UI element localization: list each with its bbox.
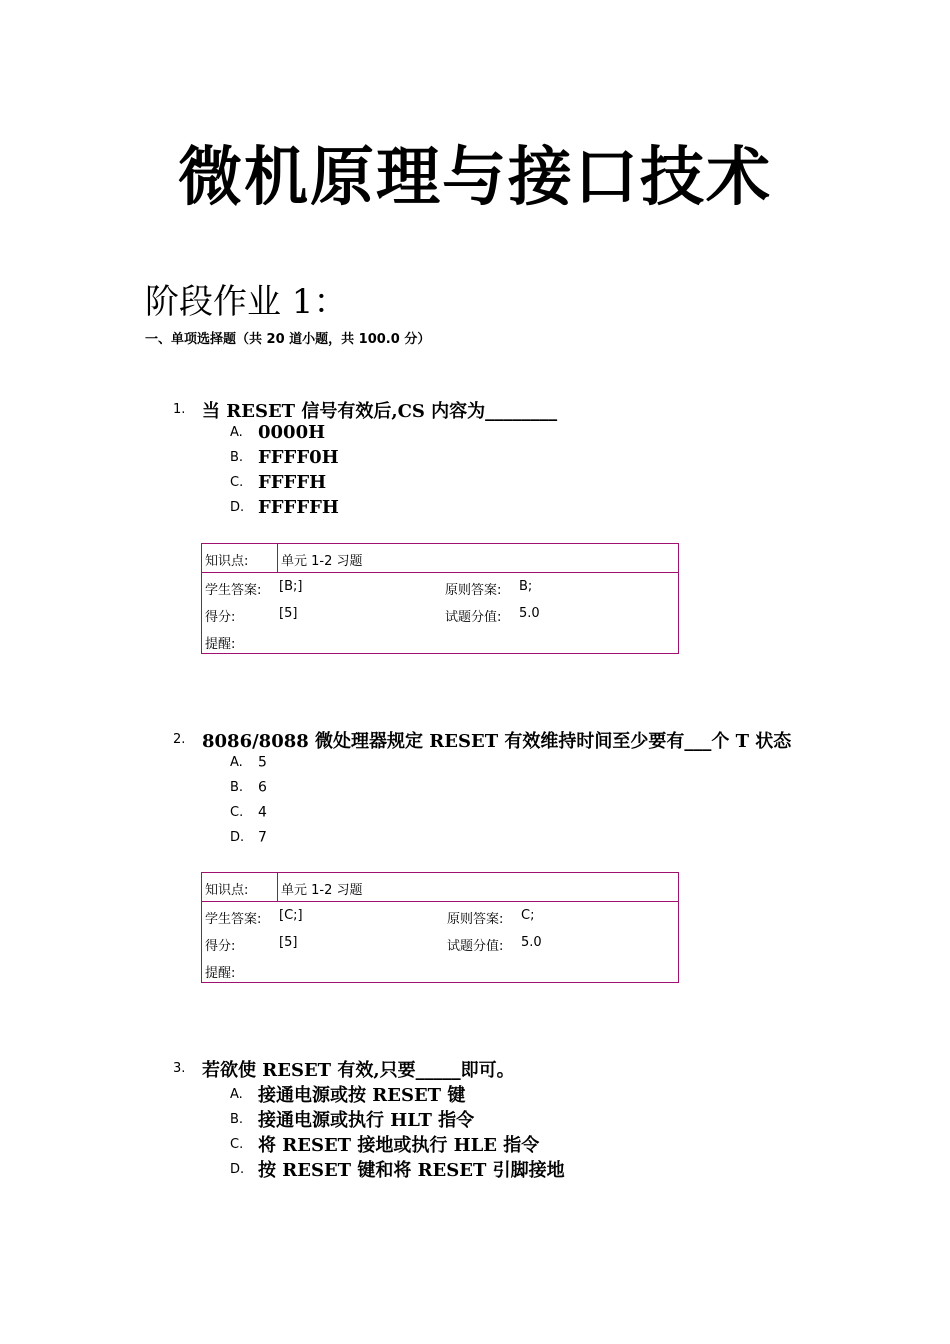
student-answer-value: [C;] xyxy=(279,908,303,923)
option-text: FFFFFH xyxy=(258,497,339,518)
score-value: [5] xyxy=(279,606,298,621)
option-a xyxy=(230,752,267,771)
score-label: 得分: xyxy=(205,939,236,954)
option-letter: B. xyxy=(230,450,244,465)
answer-info-box-1 xyxy=(201,543,679,654)
option-b xyxy=(230,1106,474,1132)
question-value-label: 试题分值: xyxy=(445,610,502,625)
question-value-value: 5.0 xyxy=(521,935,542,950)
standard-answer-value: C; xyxy=(521,908,535,923)
option-b xyxy=(230,447,339,468)
option-text: 0000H xyxy=(258,422,326,443)
option-c xyxy=(230,472,326,493)
option-c xyxy=(230,802,267,821)
option-letter: B. xyxy=(230,1111,244,1127)
reminder-label: 提醒: xyxy=(205,966,236,981)
knowledge-value: 单元 1-2 习题 xyxy=(281,554,363,569)
option-letter: A. xyxy=(230,755,243,770)
option-letter: B. xyxy=(230,780,244,795)
option-text: FFFF0H xyxy=(258,447,339,468)
option-letter: D. xyxy=(230,830,245,845)
question-number: 1. xyxy=(173,402,186,417)
question-text: 8086/8088 微处理器规定 RESET 有效维持时间至少要有___个 T 状态 xyxy=(202,731,792,752)
option-text: 按 RESET 键和将 RESET 引脚接地 xyxy=(258,1160,565,1181)
option-letter: D. xyxy=(230,1161,245,1177)
option-letter: D. xyxy=(230,500,245,515)
option-b xyxy=(230,777,267,796)
section-subtitle: 一、单项选择题（共 20 道小题，共 100.0 分） xyxy=(145,332,431,347)
student-answer-value: [B;] xyxy=(279,579,303,594)
cell-divider xyxy=(277,544,278,572)
score-value: [5] xyxy=(279,935,298,950)
reminder-label: 提醒: xyxy=(205,637,236,652)
student-answer-label: 学生答案: xyxy=(205,912,262,927)
question-number: 3. xyxy=(173,1061,186,1076)
option-text: 接通电源或执行 HLT 指令 xyxy=(258,1110,475,1131)
standard-answer-label: 原则答案: xyxy=(447,912,504,927)
knowledge-label: 知识点: xyxy=(205,883,249,898)
answer-info-box-2 xyxy=(201,872,679,983)
option-d xyxy=(230,1156,565,1182)
knowledge-row xyxy=(202,873,678,902)
option-letter: A. xyxy=(230,425,243,440)
question-text: 若欲使 RESET 有效,只要_____即可。 xyxy=(202,1060,515,1081)
option-a xyxy=(230,422,325,443)
knowledge-row xyxy=(202,544,678,573)
option-c xyxy=(230,1131,539,1157)
option-text: FFFFH xyxy=(258,472,327,493)
section-title: 阶段作业 1： xyxy=(145,282,348,322)
option-text: 将 RESET 接地或执行 HLE 指令 xyxy=(258,1135,540,1156)
student-answer-label: 学生答案: xyxy=(205,583,262,598)
option-d xyxy=(230,497,339,518)
question-value-label: 试题分值: xyxy=(447,939,504,954)
option-d xyxy=(230,827,267,846)
option-letter: C. xyxy=(230,805,244,820)
question-number: 2. xyxy=(173,732,186,747)
option-letter: A. xyxy=(230,1086,243,1102)
question-value-value: 5.0 xyxy=(519,606,540,621)
option-text: 7 xyxy=(258,829,267,846)
option-letter: C. xyxy=(230,1136,244,1152)
standard-answer-value: B; xyxy=(519,579,533,594)
knowledge-label: 知识点: xyxy=(205,554,249,569)
option-letter: C. xyxy=(230,475,244,490)
option-a xyxy=(230,1081,465,1107)
cell-divider xyxy=(277,873,278,901)
option-text: 4 xyxy=(258,804,267,821)
document-title: 微机原理与接口技术 xyxy=(178,140,772,215)
score-label: 得分: xyxy=(205,610,236,625)
option-text: 接通电源或按 RESET 键 xyxy=(258,1085,466,1106)
knowledge-value: 单元 1-2 习题 xyxy=(281,883,363,898)
option-text: 5 xyxy=(258,754,267,771)
standard-answer-label: 原则答案: xyxy=(445,583,502,598)
question-text: 当 RESET 信号有效后,CS 内容为________ xyxy=(202,401,558,422)
option-text: 6 xyxy=(258,779,267,796)
